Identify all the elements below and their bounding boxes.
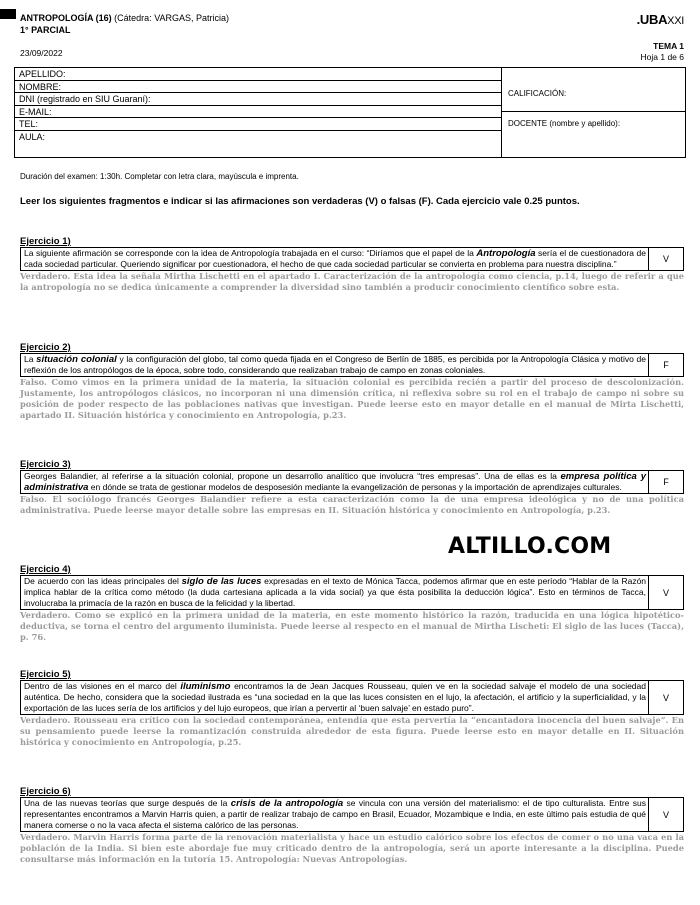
grading-fields (501, 68, 685, 157)
exercise-statement (21, 471, 649, 493)
course-catedra: (Cátedra: VARGAS, Patricia) (111, 13, 230, 23)
exercise-explanation: Verdadero. Rousseau era crítico con la sociedad contemporánea, entendía que esta pervertía la “encantadora inocencia del buen salvaje”. En su pensamiento puede leerse la romantización construida alrededor de esta figura. Puede leerse esto en mayor detalle en II. Situación histórica y conocimiento en Antropología, p.25. (20, 715, 684, 747)
exam-date: 23/09/2022 (20, 48, 63, 58)
logo-main: .UBA (636, 12, 668, 27)
answer-cell[interactable]: V (648, 681, 683, 714)
grading-divider (501, 111, 685, 112)
field-apellido[interactable]: APELLIDO: (15, 68, 501, 81)
statement-text: encontramos la de Jean Jacques Rousseau, quien ve en la sociedad salvaje el modelo de una sociedad auténtica. De hecho, considera que la sociedad ilustrada es “una sociedad en la que las luces consisten en el lujo, la afectación, el artificio y la superficialidad, y la exportación de las luces sería de los artificios y del lujo europeos, que irían a pervertir al ‘buen salvaje’ en estado puro”. (24, 681, 646, 713)
answer-cell[interactable]: F (648, 354, 683, 376)
exercise-statement (21, 681, 649, 714)
exam-name: 1° PARCIAL (20, 25, 71, 35)
logo-suffix: XXI (667, 15, 684, 27)
exercise-box (20, 470, 684, 494)
statement-text: La (24, 354, 37, 364)
field-aula[interactable]: AULA: (19, 131, 46, 142)
answer-cell[interactable]: V (648, 798, 683, 831)
exercise-title: Ejercicio 6) (20, 786, 71, 797)
exercise-4 (20, 564, 684, 643)
statement-text: Georges Balandier, al referirse a la situación colonial, propone un desarrollo analítico que involucra “tres empresas”. Una de ellas es la (24, 471, 561, 481)
statement-text: y la configuración del globo, tal como queda fijada en el Congreso de Berlín de 1885, es percibida por la Antropología Clásica y motivo de reflexión de los antropólogos de la época, sobre todo, considerando que realizaban trabajo de campo en zonas coloniales. (24, 354, 646, 375)
exercise-box (20, 247, 684, 271)
exercise-explanation: Verdadero. Esta idea la señala Mirtha Lischetti en el apartado I. Caracterización de la antropología como ciencia, p.14, luego de referir a que la antropología no se dedica únicamente a comprender la diversidad sino también a producir conocimiento científico sobre esta. (20, 271, 684, 292)
exercise-box (20, 680, 684, 715)
student-info-form (14, 67, 686, 158)
statement-emphasis: empresa política y administrativa (24, 471, 646, 493)
exercise-title: Ejercicio 3) (20, 459, 71, 470)
statement-emphasis: Antropología (476, 248, 536, 259)
statement-text: Dentro de las visiones en el marco del (24, 681, 181, 691)
statement-text: en dónde se trata de gestionar modelos de desposesión mediante la evangelización de personas y la importación de aprendizajes culturales. (88, 482, 622, 492)
exercise-title: Ejercicio 5) (20, 669, 71, 680)
exercise-title: Ejercicio 1) (20, 236, 71, 247)
statement-emphasis: iluminismo (180, 681, 231, 692)
field-email[interactable]: E-MAIL: (15, 106, 501, 119)
exercise-explanation: Verdadero. Marvin Harris forma parte de la renovación materialista y hace un estudio calórico sobre los efectos de comer o no una vaca en la población de la India. Si bien este abordaje fue muy criticado dentro de la antropología, será un aporte interesante a la disciplina. Puede consultarse más información en la tutoría 15. Antropología: Nuevas Antropologías. (20, 832, 684, 864)
exercise-2 (20, 342, 684, 421)
tema-block (641, 41, 684, 63)
course-header (20, 12, 229, 36)
exercise-title: Ejercicio 2) (20, 342, 71, 353)
exercise-explanation: Falso. Como vimos en la primera unidad de la materia, la situación colonial es percibida recién a partir del proceso de descolonización. Justamente, los antropólogos clásicos, no incorporan ni una dimensión crítica, ni reflexiva sobre su rol en el trabajo de campo ni sobre su posición de poder respecto de las poblaciones nativas que investigan. Puede leerse esto en mayor detalle en el manual de Mirta Lischetti, apartado II. Situación histórica y conocimiento en Antropología, p.23. (20, 377, 684, 420)
exam-duration: Duración del examen: 1:30h. Completar con letra clara, mayúscula e imprenta. (20, 172, 299, 181)
exercise-3 (20, 459, 684, 516)
statement-text: De acuerdo con las ideas principales del (24, 576, 182, 586)
docente-label: DOCENTE (nombre y apellido): (508, 119, 621, 128)
exercise-title: Ejercicio 4) (20, 564, 71, 575)
exercise-statement (21, 248, 649, 270)
tema-label: TEMA 1 (653, 41, 684, 51)
exercise-box (20, 575, 684, 610)
calificacion-label: CALIFICACIÓN: (508, 89, 567, 98)
answer-cell[interactable]: V (648, 576, 683, 609)
exercise-6 (20, 786, 684, 865)
exercise-1 (20, 236, 684, 293)
instructions: Leer los siguientes fragmentos e indicar si las afirmaciones son verdaderas (V) o falsas (F). Cada ejercicio vale 0.25 puntos. (20, 196, 580, 207)
field-dni[interactable]: DNI (registrado en SIU Guaraní): (15, 93, 501, 106)
statement-emphasis: crisis de la antropología (230, 798, 344, 809)
student-fields (15, 68, 502, 157)
statement-text: La siguiente afirmación se corresponde con la idea de Antropología trabajada en el curso: “Diríamos que el papel de la (24, 248, 477, 258)
exercise-explanation: Falso. El sociólogo francés Georges Balandier refiere a esta caracterización como la de una empresa ideológica y no de una política administrativa. Puede leerse mayor detalle sobre las empresas en II. Situación histórica y conocimiento en Antropología, p.23. (20, 494, 684, 515)
exercise-statement (21, 798, 649, 831)
exercise-5 (20, 669, 684, 748)
exercise-explanation: Verdadero. Como se explicó en la primera unidad de la materia, en este momento histórico la razón, traducida en una lógica hipotético-deductiva, se torna el centro del argumento iluminista. Puede leerse al respecto en el manual de Mirtha Lischeti: El siglo de las luces (Tacca), p. 76. (20, 610, 684, 642)
statement-text: se vincula con una versión del materialismo: el de tipo culturalista. Entre sus representantes encontramos a Marvin Harris quien, a partir de realizar trabajo de campo en Brasil, Ecuador, Mozambique e India, en este último país estudia de qué manera comerse o no la vaca afecta el sistema calórico de las personas. (24, 798, 646, 830)
statement-text: expresadas en el texto de Mónica Tacca, podemos afirmar que en este período “Hablar de la Razón implica hablar de la crítica como método (la duda cartesiana aplicada a la vida social) ya que ésta posibilita la deducción lógica”. Esto en términos de Tacca, involucraba la primacía de la razón en busca de la felicidad y la libertad. (24, 576, 647, 608)
corner-mark (0, 9, 16, 19)
exercise-statement (21, 354, 649, 376)
exercise-box (20, 353, 684, 377)
altillo-watermark: ALTILLO.COM (448, 534, 612, 559)
exercise-box (20, 797, 684, 832)
answer-cell[interactable]: F (648, 471, 683, 493)
exercise-statement (21, 576, 649, 609)
statement-emphasis: siglo de las luces (181, 576, 262, 587)
uba-logo (637, 12, 684, 27)
statement-emphasis: situación colonial (36, 354, 117, 365)
field-nombre[interactable]: NOMBRE: (15, 81, 501, 94)
course-name: ANTROPOLOGÍA (16) (20, 13, 112, 23)
page-count: Hoja 1 de 6 (640, 52, 684, 62)
answer-cell[interactable]: V (648, 248, 683, 270)
statement-text: sería el de cuestionadora de cada sociedad particular. Queriendo significar por cuestionadora, el hecho de que cada sociedad particular se convierta en problema para nuestra disciplina.” (24, 248, 647, 269)
field-tel[interactable]: TEL: (15, 118, 501, 131)
statement-text: Una de las nuevas teorías que surge después de la (24, 798, 231, 808)
